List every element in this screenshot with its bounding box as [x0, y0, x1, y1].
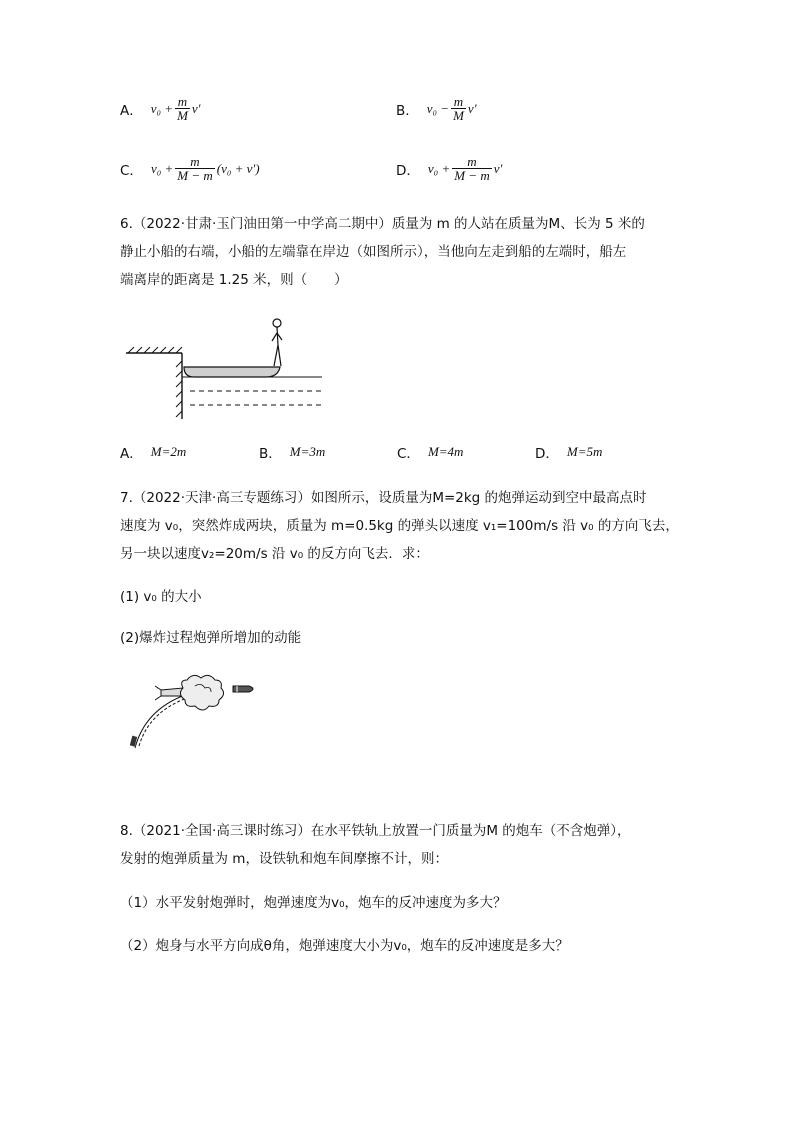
explosion-figure — [125, 670, 270, 755]
trajectory-2 — [139, 698, 187, 746]
q5-options-row-1 — [120, 95, 734, 135]
shore-wall-hatch — [176, 361, 182, 417]
fraction: $\frac{m}{M - m}$ — [454, 154, 490, 183]
explosion-cloud — [180, 675, 223, 710]
q5-options-row-2 — [120, 155, 734, 195]
boat — [184, 367, 280, 377]
q6-option-a[interactable]: A． M=2m — [120, 444, 187, 462]
q7-sub2: (2)爆炸过程炮弹所增加的动能 — [120, 630, 302, 646]
q5-option-a[interactable]: A． v₀ + $\frac{m}{M}$ v′ — [120, 94, 201, 123]
q6-option-d[interactable]: D． M=5m — [535, 444, 603, 462]
shell-warhead — [233, 686, 253, 692]
shore-top-hatch — [128, 347, 182, 353]
person-icon — [272, 319, 282, 366]
q5-option-c[interactable]: C． v₀ + $\frac{m}{M - m}$ (v₀ + v′) — [120, 154, 260, 183]
shell-tail — [161, 688, 183, 696]
q8-sub2: （2）炮身与水平方向成θ角，炮弹速度大小为v₀，炮车的反冲速度是多大？ — [120, 938, 569, 954]
trajectory — [135, 695, 185, 748]
q6-options-row — [120, 442, 734, 482]
q5-option-b[interactable]: B． v₀ − $\frac{m}{M}$ v′ — [396, 94, 477, 123]
q6-stem: 6.（2022·甘肃·玉门油田第一中学高二期中）质量为 m 的人站在质量为M、长为 5 米的 静止小船的右端，小船的左端靠在岸边（如图所示），当他向左走到船的左端时，船左 端离岸的距离是 1.25 米，则（ ） — [120, 216, 645, 288]
fraction: $\frac{m}{M}$ — [177, 94, 188, 123]
q6-option-c[interactable]: C． M=4m — [397, 444, 464, 462]
fraction: $\frac{m}{M}$ — [453, 94, 464, 123]
q7-stem: 7.（2022·天津·高三专题练习）如图所示，设质量为M=2kg 的炮弹运动到空中最高点时 速度为 v₀，突然炸成两块，质量为 m=0.5kg 的弹头以速度 v₁=100m/s 沿 v₀ 的方向飞去， 另一块以速度v₂=20m/s 沿 v₀ 的反方向飞去．求： — [120, 490, 679, 562]
q7-sub1: (1) v₀ 的大小 — [120, 589, 202, 605]
fraction: $\frac{m}{M - m}$ — [177, 154, 213, 183]
q6-option-b[interactable]: B． M=3m — [259, 444, 326, 462]
q8-sub1: （1）水平发射炮弹时，炮弹速度为v₀，炮车的反冲速度为多大？ — [120, 895, 507, 911]
q5-option-d[interactable]: D． v₀ + $\frac{m}{M - m}$ v′ — [396, 154, 503, 183]
boat-shore-figure — [120, 315, 330, 425]
q8-stem: 8.（2021·全国·高三课时练习）在水平铁轨上放置一门质量为M 的炮车（不含炮弹）， 发射的炮弹质量为 m，设铁轨和炮车间摩擦不计，则： — [120, 823, 631, 867]
